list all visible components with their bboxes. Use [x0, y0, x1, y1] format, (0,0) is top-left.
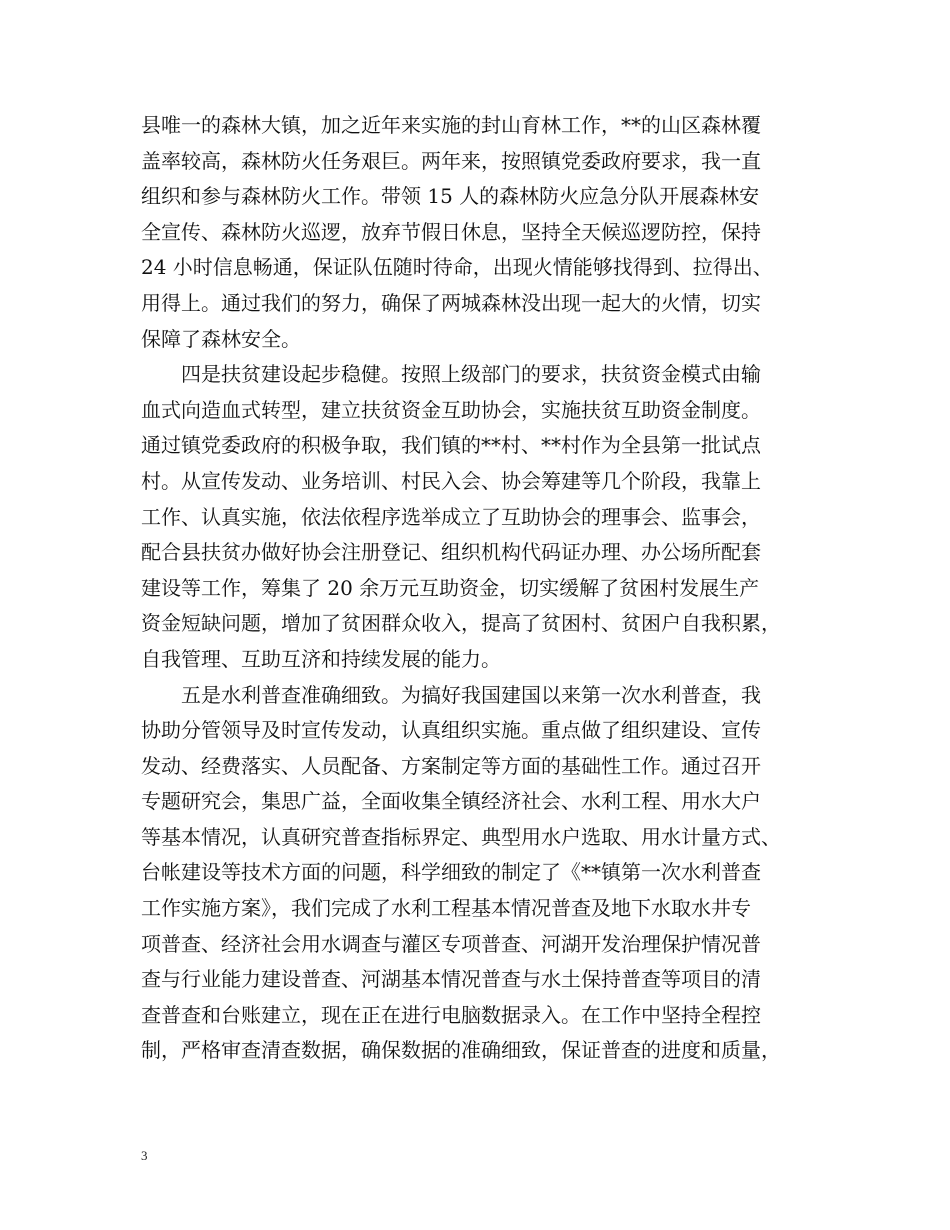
- paragraph-start-line: 四是扶贫建设起步稳健。按照上级部门的要求，扶贫资金模式由输: [141, 362, 761, 387]
- text-line: 建设等工作，筹集了 20 余万元互助资金，切实缓解了贫困村发展生产: [141, 575, 760, 600]
- text-line: 查普查和台账建立，现在正在进行电脑数据录入。在工作中坚持全程控: [141, 1002, 761, 1027]
- text-line: 盖率较高，森林防火任务艰巨。两年来，按照镇党委政府要求，我一直: [141, 148, 761, 173]
- text-line: 项普查、经济社会用水调查与灌区专项普查、河湖开发治理保护情况普: [141, 931, 761, 956]
- text-line: 村。从宣传发动、业务培训、村民入会、协会筹建等几个阶段，我靠上: [141, 468, 761, 493]
- text-line: 制，严格审查清查数据，确保数据的准确细致，保证普查的进度和质量，: [141, 1038, 781, 1063]
- text-line: 配合县扶贫办做好协会注册登记、组织机构代码证办理、办公场所配套: [141, 540, 761, 565]
- text-line: 等基本情况，认真研究普查指标界定、典型用水户选取、用水计量方式、: [141, 824, 781, 849]
- text-line: 县唯一的森林大镇，加之近年来实施的封山育林工作，**的山区森林覆: [141, 113, 761, 137]
- text-line: 血式向造血式转型，建立扶贫资金互助协会，实施扶贫互助资金制度。: [141, 397, 761, 422]
- text-line: 工作实施方案》，我们完成了水利工程基本情况普查及地下水取水井专: [141, 896, 751, 921]
- text-line: 发动、经费落实、人员配备、方案制定等方面的基础性工作。通过召开: [141, 753, 761, 778]
- paragraph-start-line: 五是水利普查准确细致。为搞好我国建国以来第一次水利普查，我: [141, 682, 761, 707]
- text-line: 协助分管领导及时宣传发动，认真组织实施。重点做了组织建设、宣传: [141, 718, 761, 743]
- text-line: 自我管理、互助互济和持续发展的能力。: [141, 646, 501, 671]
- page-number: 3: [141, 1148, 148, 1163]
- text-line: 专题研究会，集思广益，全面收集全镇经济社会、水利工程、用水大户: [141, 789, 761, 814]
- text-line: 工作、认真实施，依法依程序选举成立了互助协会的理事会、监事会，: [141, 504, 761, 529]
- text-line: 资金短缺问题，增加了贫困群众收入，提高了贫困村、贫困户自我积累，: [141, 611, 781, 636]
- text-line: 查与行业能力建设普查、河湖基本情况普查与水土保持普查等项目的清: [141, 967, 761, 992]
- body-text: [141, 108, 841, 1069]
- text-line: 全宣传、森林防火巡逻，放弃节假日休息，坚持全天候巡逻防控，保持: [141, 219, 761, 244]
- text-line: 通过镇党委政府的积极争取，我们镇的**村、**村作为全县第一批试点: [141, 433, 761, 458]
- text-line: 组织和参与森林防火工作。带领 15 人的森林防火应急分队开展森林安: [141, 184, 760, 209]
- text-line: 用得上。通过我们的努力，确保了两城森林没出现一起大的火情，切实: [141, 290, 761, 315]
- text-line: 24 小时信息畅通，保证队伍随时待命，出现火情能够找得到、拉得出、: [141, 255, 773, 280]
- text-line: 保障了森林安全。: [141, 326, 301, 351]
- text-line: 台帐建设等技术方面的问题，科学细致的制定了《**镇第一次水利普查: [141, 860, 761, 885]
